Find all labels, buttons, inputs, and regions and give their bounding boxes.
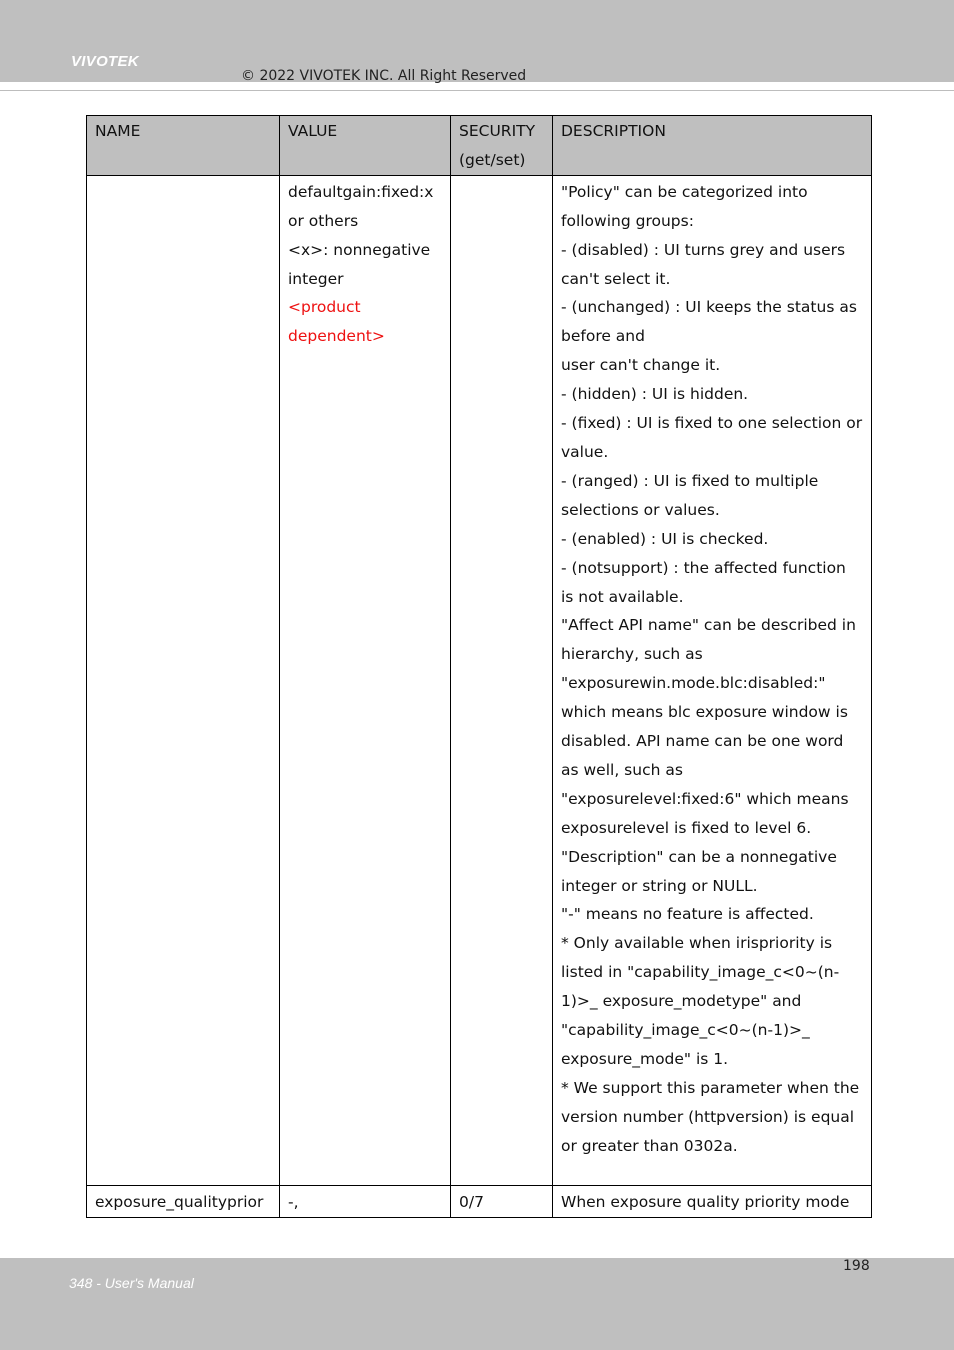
- column-header-description: DESCRIPTION: [553, 116, 872, 176]
- table-row: [87, 175, 872, 1185]
- copyright-notice: © 2022 VIVOTEK INC. All Right Reserved: [241, 68, 527, 84]
- column-header-value: VALUE: [280, 116, 451, 176]
- cell-value: [280, 175, 451, 1185]
- security-header-line2: (get/set): [459, 150, 526, 169]
- description-line: - (hidden) : UI is hidden.: [561, 385, 749, 404]
- page-number: 198: [843, 1258, 870, 1274]
- description-line: - (disabled) : UI turns grey and users can't select it.: [561, 240, 846, 288]
- description-line: "-" means no feature is affected.: [561, 905, 814, 924]
- description-line: * We support this parameter when the version number (httpversion) is equal or greater than 0302a.: [561, 1078, 860, 1155]
- cell-security: 0/7: [451, 1185, 553, 1217]
- parameter-table: [86, 115, 872, 1218]
- description-line: - (notsupport) : the affected function is not available.: [561, 558, 846, 606]
- value-line: defaultgain:fixed:x or others: [288, 182, 434, 230]
- description-line: - (unchanged) : UI keeps the status as before and: [561, 298, 857, 346]
- manual-page-label: 348 - User's Manual: [69, 1275, 194, 1291]
- table-row: [87, 1185, 872, 1217]
- cell-name: [87, 175, 280, 1185]
- description-line: * Only available when irispriority is listed in "capability_image_c<0~(n-1)>_ exposure_modetype" and "capability_image_c<0~(n-1)>_ exposure_mode" is 1.: [561, 934, 840, 1068]
- column-header-name: NAME: [87, 116, 280, 176]
- cell-value: -,: [280, 1185, 451, 1217]
- header-divider: [0, 90, 954, 91]
- description-line: - (ranged) : UI is fixed to multiple selections or values.: [561, 471, 819, 519]
- description-line: - (enabled) : UI is checked.: [561, 529, 769, 548]
- security-header-line1: SECURITY: [459, 122, 536, 140]
- cell-security: [451, 175, 553, 1185]
- page-footer: [0, 1258, 954, 1350]
- cell-description: [553, 175, 872, 1185]
- value-line: <x>: nonnegative integer: [288, 240, 431, 288]
- description-line: "Affect API name" can be described in hierarchy, such as "exposurewin.mode.blc:disabled:" which means blc exposure window is disabled. API name can be one word as well, such as "exposurelevel:fixed:6" which means exposurelevel is fixed to level 6.: [561, 616, 856, 837]
- cell-name: exposure_qualityprior: [87, 1185, 280, 1217]
- description-line: "Description" can be a nonnegative integer or string or NULL.: [561, 847, 837, 895]
- value-product-dependent: <product dependent>: [288, 298, 385, 346]
- table-header-row: [87, 116, 872, 176]
- cell-description: When exposure quality priority mode: [553, 1185, 872, 1217]
- brand-logo: VIVOTEK: [71, 53, 139, 70]
- column-header-security: [451, 116, 553, 176]
- description-line: user can't change it.: [561, 356, 721, 375]
- description-line: - (fixed) : UI is fixed to one selection or value.: [561, 414, 863, 461]
- description-line: "Policy" can be categorized into following groups:: [561, 182, 808, 230]
